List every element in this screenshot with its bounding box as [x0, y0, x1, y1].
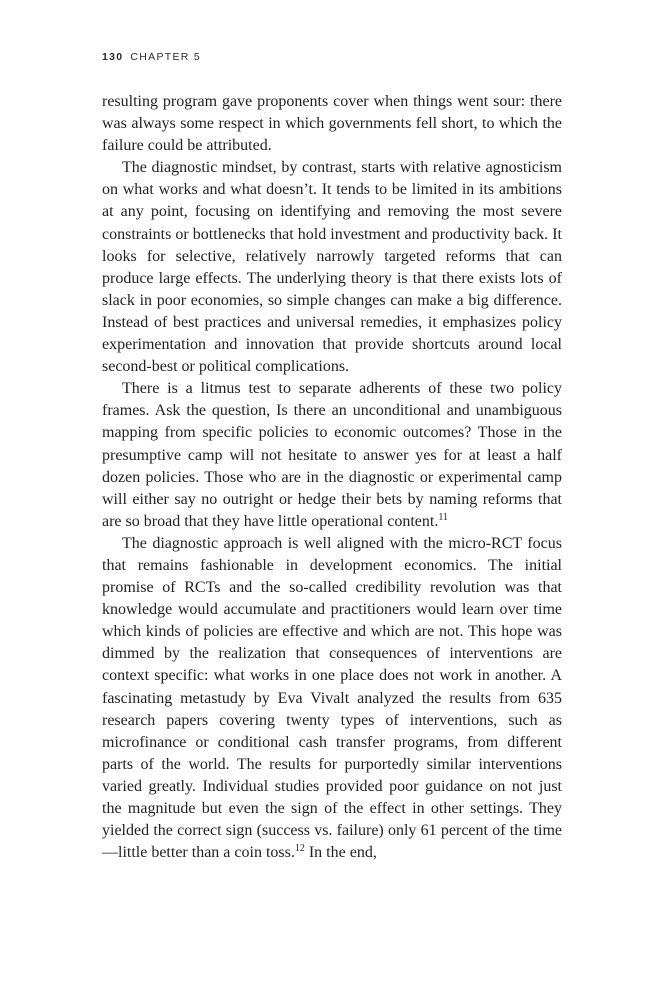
paragraph-1 — [102, 91, 562, 157]
paragraph-2-text: The diagnostic mindset, by contrast, starts with relative agnosticism on what works and what doesn’t. It tends to be limited in its ambitions at any point, focusing on identifying and removing the most severe constraints or bottlenecks that hold investment and productivity back. It looks for selective, relatively narrowly targeted reforms that can produce large effects. The underlying theory is that there exists lots of slack in poor economies, so simple changes can make a big difference. Instead of best practices and universal remedies, it emphasizes policy experimentation and innovation that provide shortcuts around local second-best or political complications. — [102, 159, 562, 376]
chapter-label: CHAPTER 5 — [130, 51, 202, 63]
note-reference-12[interactable]: 12 — [294, 843, 305, 855]
paragraph-2 — [102, 157, 562, 378]
note-reference-11[interactable]: 11 — [438, 511, 448, 523]
running-head — [102, 51, 201, 63]
paragraph-1-text: resulting program gave proponents cover when things went sour: there was always some respect in which governments fell short, to which the failure could be attributed. — [102, 93, 562, 155]
page-number: 130 — [102, 51, 124, 63]
body-text — [102, 91, 562, 864]
paragraph-4-text: The diagnostic approach is well aligned with the micro-RCT focus that remains fashionable in development economics. The initial promise of RCTs and the so-called credibility revolution was that knowledge would accumulate and practitioners would learn over time which kinds of policies are effective and which are not. This hope was dimmed by the realization that consequences of interventions are context specific: what works in one place does not work in another. A fascinating metastudy by Eva Vivalt analyzed the results from 635 research papers covering twenty types of interventions, such as microfinance or conditional cash transfer programs, from different parts of the world. The results for purportedly similar interventions varied greatly. Individual studies provided poor guidance on not just the magnitude but even the sign of the effect in other settings. They yielded the correct sign (success vs. failure) only 61 percent of the time—little better than a coin toss. — [102, 534, 562, 862]
paragraph-4-tail: In the end, — [304, 844, 377, 862]
paragraph-3-text: There is a litmus test to separate adherents of these two policy frames. Ask the question, Is there an unconditional and unambiguous mapping from specific policies to economic outcomes? Those in the presumptive camp will not hesitate to answer yes for at least a half dozen policies. Those who are in the diagnostic or experimental camp will either say no outright or hedge their bets by naming reforms that are so broad that they have little operational content. — [102, 380, 562, 530]
paragraph-3 — [102, 378, 562, 533]
paragraph-4 — [102, 533, 562, 864]
